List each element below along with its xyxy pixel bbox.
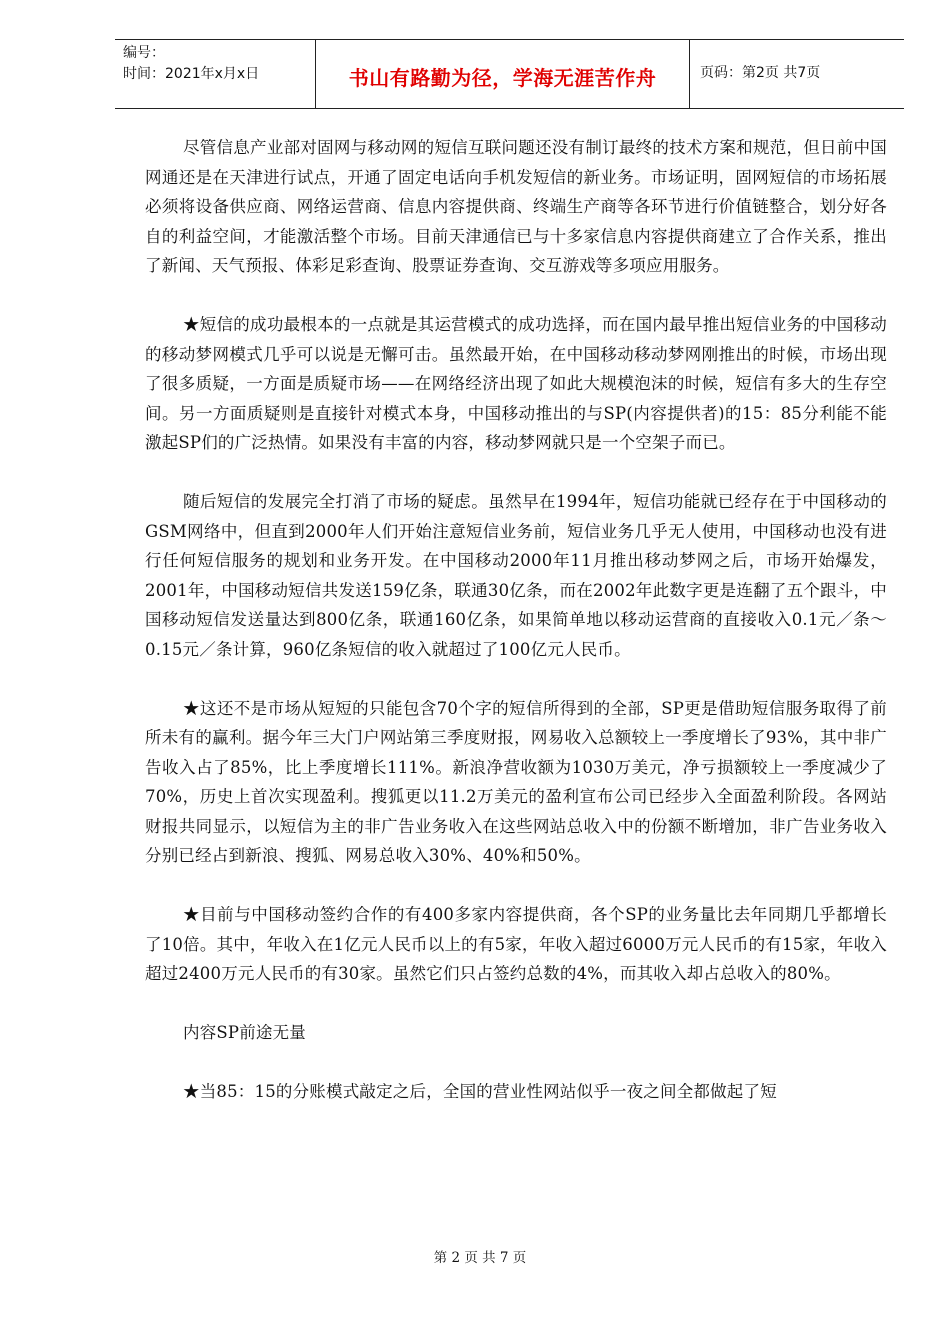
paragraph-5: ★目前与中国移动签约合作的有400多家内容提供商，各个SP的业务量比去年同期几乎都增长了10倍。其中，年收入在1亿元人民币以上的有5家，年收入超过6000万元人民币的有15家，年收入超过2400万元人民币的有30家。虽然它们只占签约总数的4%，而其收入却占总收入的80%。 bbox=[145, 905, 887, 983]
paragraph-4: ★这还不是市场从短短的只能包含70个字的短信所得到的全部，SP更是借助短信服务取得了前所未有的赢利。据今年三大门户网站第三季度财报，网易收入总额较上一季度增长了93%，其中非广告收入占了85%，比上季度增长111%。新浪净营收额为1030万美元，净亏损额较上一季度减少了70%，历史上首次实现盈利。搜狐更以11.2万美元的盈利宣布公司已经步入全面盈利阶段。各网站财报共同显示，以短信为主的非广告业务收入在这些网站总收入中的份额不断增加，非广告业务收入分别已经占到新浪、搜狐、网易总收入30%、40%和50%。 bbox=[145, 698, 887, 865]
paragraph-3: 随后短信的发展完全打消了市场的疑虑。虽然早在1994年，短信功能就已经存在于中国移动的GSM网络中，但直到2000年人们开始注意短信业务前，短信业务几乎无人使用，中国移动也没有进行任何短信服务的规划和业务开发。在中国移动2000年11月推出移动梦网之后，市场开始爆发，2001年，中国移动短信共发送159亿条，联通30亿条，而在2002年此数字更是连翻了五个跟斗，中国移动短信发送量达到800亿条，联通160亿条，如果简单地以移动运营商的直接收入0.1元／条～0.15元／条计算，960亿条短信的收入就超过了100亿元人民币。 bbox=[145, 492, 887, 659]
paragraph-2: ★短信的成功最根本的一点就是其运营模式的成功选择，而在国内最早推出短信业务的中国移动的移动梦网模式几乎可以说是无懈可击。虽然最开始，在中国移动移动梦网刚推出的时候，市场出现了很多质疑，一方面是质疑市场——在网络经济出现了如此大规模泡沫的时候，短信有多大的生存空间。另一方面质疑则是直接针对模式本身，中国移动推出的与SP(内容提供者)的15：85分利能不能激起SP们的广泛热情。如果没有丰富的内容，移动梦网就只是一个空架子而已。 bbox=[145, 315, 887, 452]
paragraph-1: 尽管信息产业部对固网与移动网的短信互联问题还没有制订最终的技术方案和规范，但日前中国网通还是在天津进行试点，开通了固定电话向手机发短信的新业务。市场证明，固网短信的市场拓展必须将设备供应商、网络运营商、信息内容提供商、终端生产商等各环节进行价值链整合，划分好各自的利益空间，才能激活整个市场。目前天津通信已与十多家信息内容提供商建立了合作关系，推出了新闻、天气预报、体彩足彩查询、股票证券查询、交互游戏等多项应用服务。 bbox=[145, 138, 887, 275]
document-time-label: 时间：2021年x月x日 bbox=[123, 66, 260, 82]
paragraph-7: ★当85：15的分账模式敲定之后，全国的营业性网站似乎一夜之间全都做起了短 bbox=[183, 1082, 777, 1101]
header-page-info: 页码：第2页 共7页 bbox=[700, 65, 821, 81]
document-number-label: 编号： bbox=[123, 45, 165, 61]
page-header bbox=[115, 39, 904, 109]
page-footer: 第 2 页 共 7 页 bbox=[433, 1250, 527, 1266]
section-heading: 内容SP前途无量 bbox=[183, 1023, 307, 1042]
header-motto: 书山有路勤为径，学海无涯苦作舟 bbox=[315, 40, 690, 108]
header-meta bbox=[115, 40, 315, 108]
document-body bbox=[145, 133, 887, 1136]
